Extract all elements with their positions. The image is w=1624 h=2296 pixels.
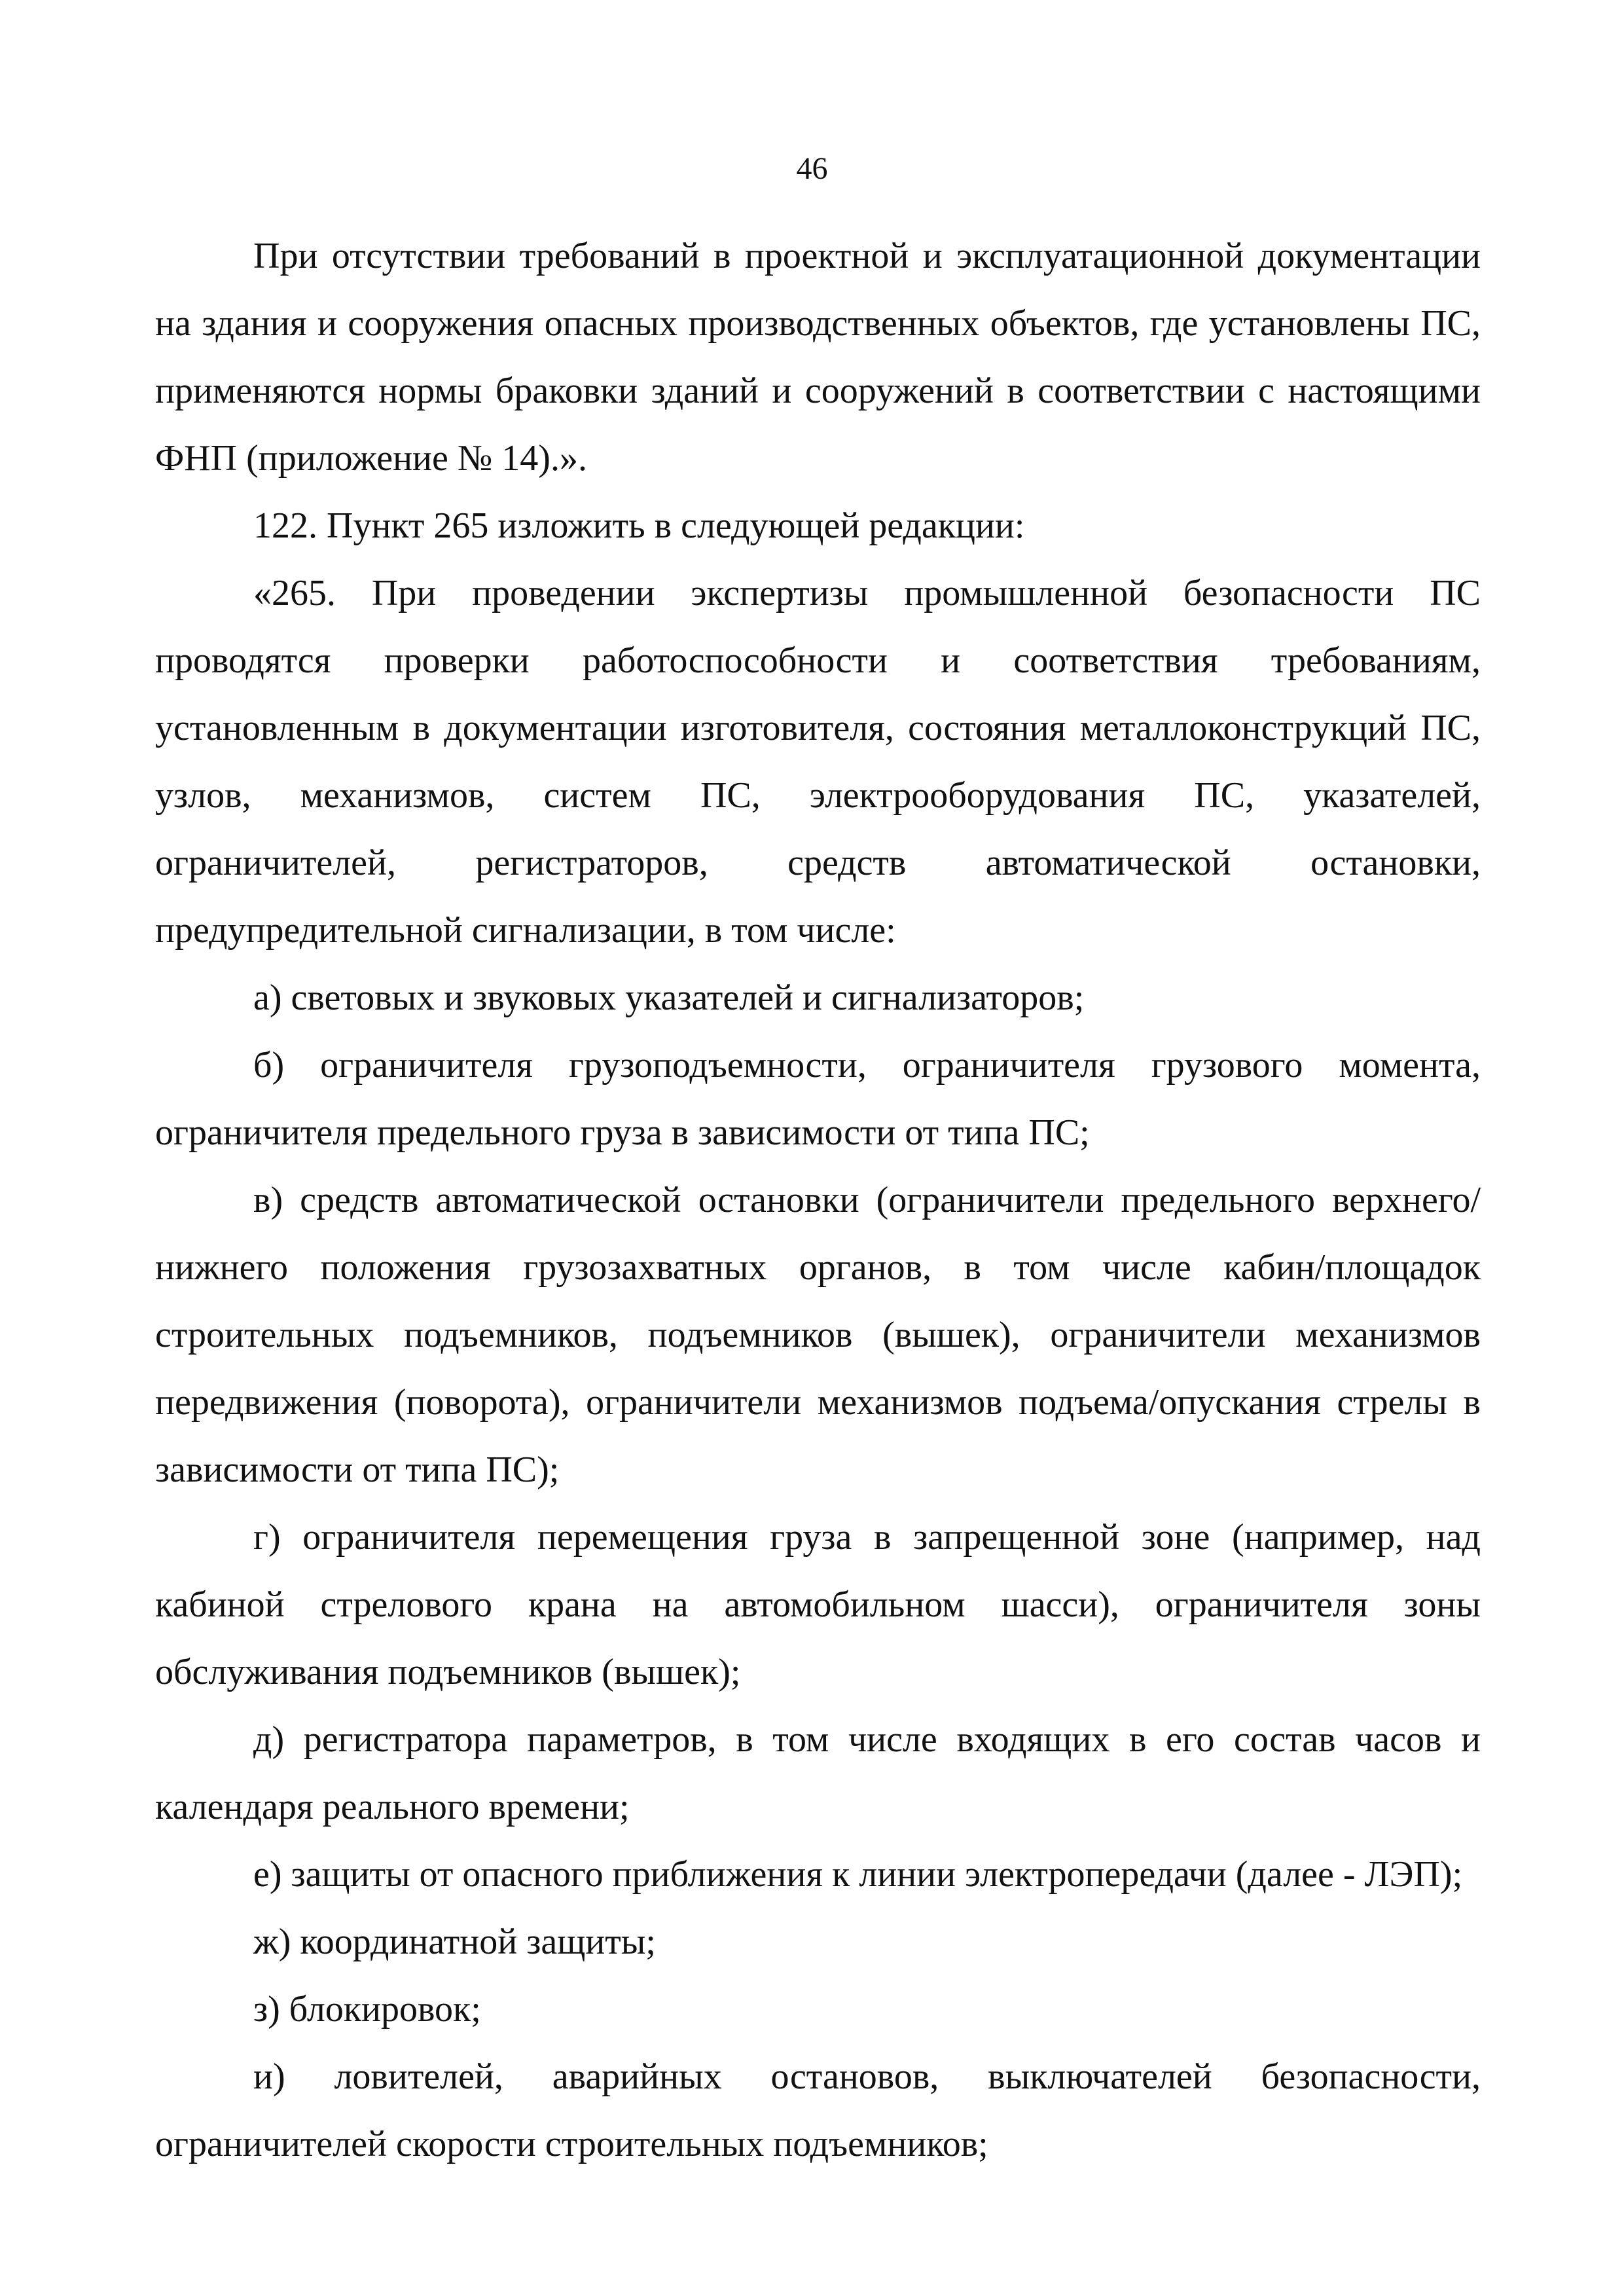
list-item-z: з) блокировок; [253,1989,481,2030]
list-item-i: и) ловителей, аварийных остановов, выключателей безопасности, ограничителей скорости строительных подъемников; [155,2056,1481,2164]
list-item-g: г) ограничителя перемещения груза в запрещенной зоне (например, над кабиной стрелового крана на автомобильном шасси), ограничителя зоны обслуживания подъемников (вышек); [155,1517,1481,1692]
document-body [155,223,1481,2178]
paragraph-norms-application: При отсутствии требований в проектной и эксплуатационной документации на здания и сооружения опасных производственных объектов, где установлены ПС, применяются нормы браковки зданий и сооружений в соответствии с настоящими ФНП (приложение № 14).». [155,236,1481,479]
paragraph-clause-265: «265. При проведении экспертизы промышленной безопасности ПС проводятся проверки работоспособности и соответствия требованиям, установленным в документации изготовителя, состояния металлоконструкций ПС, узлов, механизмов, систем ПС, электрооборудования ПС, указателей, ограничителей, регистраторов, средств автоматической остановки, предупредительной сигнализации, в том числе: [155,573,1481,951]
list-item-d: д) регистратора параметров, в том числе входящих в его состав часов и календаря реального времени; [155,1719,1481,1827]
list-item-v: в) средств автоматической остановки (ограничители предельного верхнего/нижнего положения грузозахватных органов, в том числе кабин/площадок строительных подъемников, подъемников (вышек), ограничители механизмов передвижения (поворота), ограничители механизмов подъема/опускания стрелы в зависимости от типа ПС); [155,1180,1481,1490]
list-item-zh: ж) координатной защиты; [253,1922,656,1962]
list-item-a: а) световых и звуковых указателей и сигнализаторов; [253,977,1085,1018]
list-item-e: е) защиты от опасного приближения к линии электропередачи (далее - ЛЭП); [253,1854,1463,1895]
paragraph-item-122: 122. Пункт 265 изложить в следующей редакции: [253,505,1025,546]
page-number: 46 [796,151,828,186]
list-item-b: б) ограничителя грузоподъемности, ограничителя грузового момента, ограничителя предельного груза в зависимости от типа ПС; [155,1045,1481,1153]
